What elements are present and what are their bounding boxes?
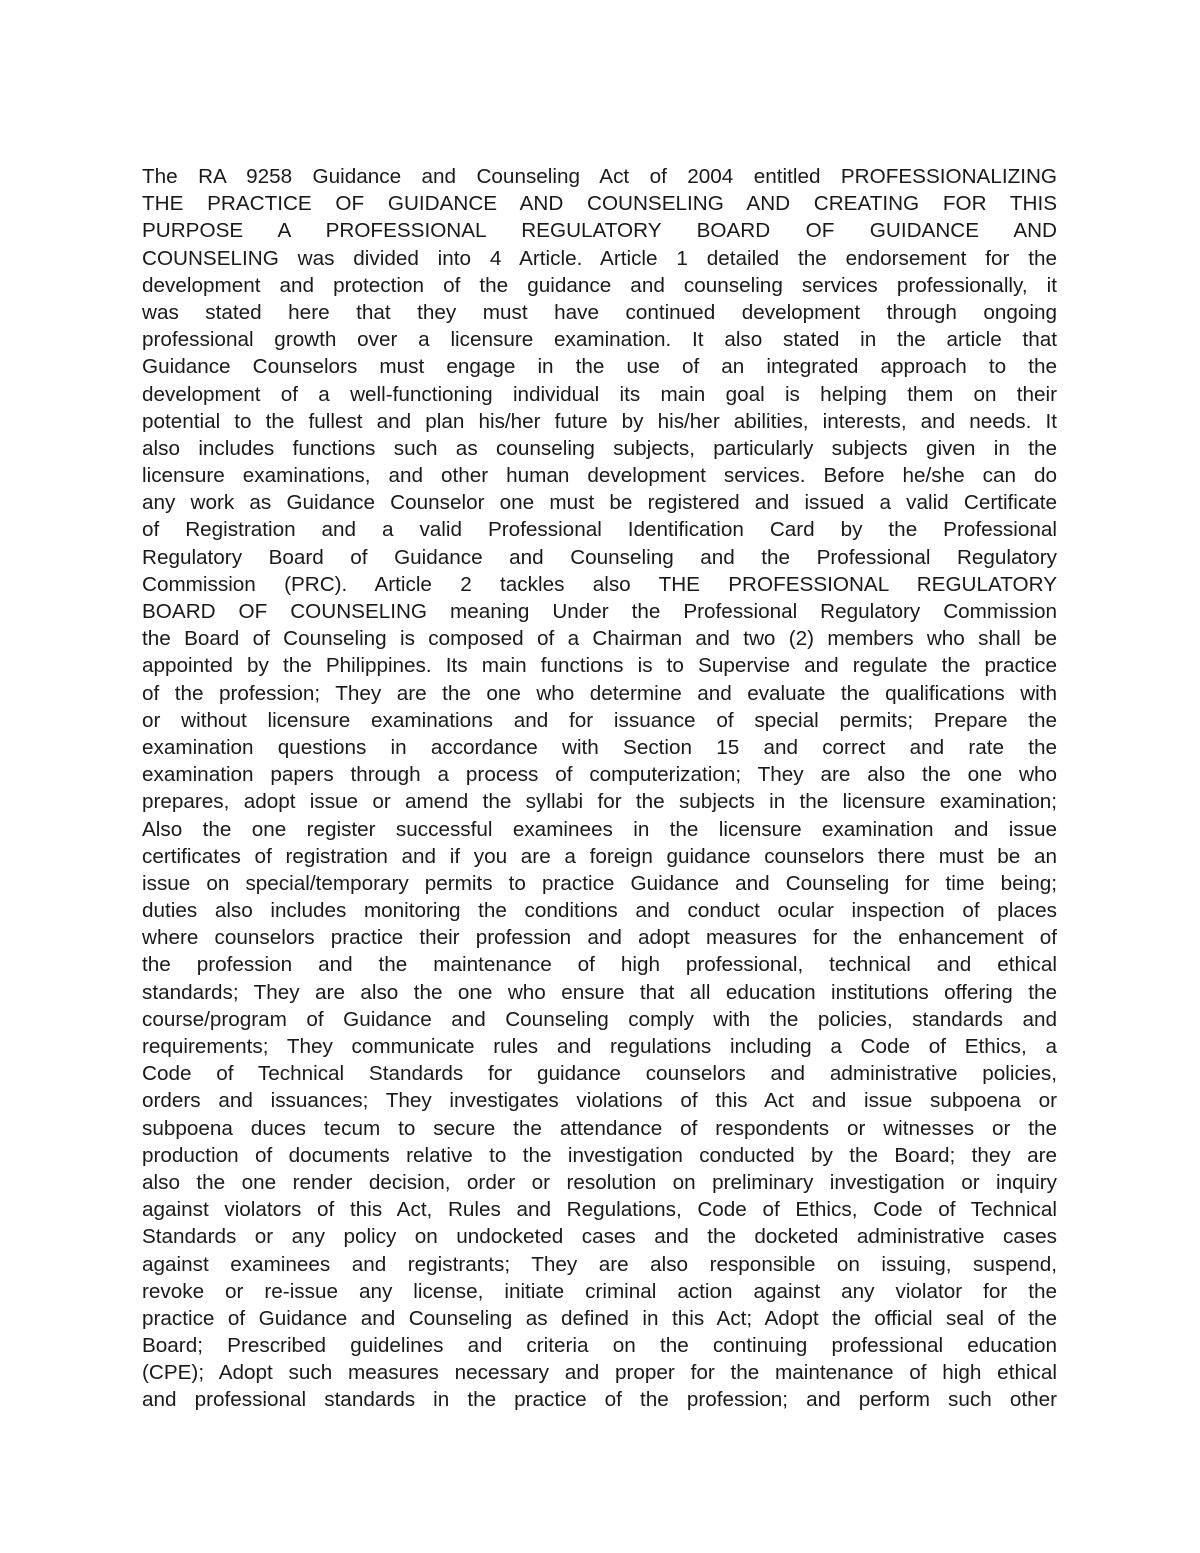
text-line: COUNSELING was divided into 4 Article. Article 1 detailed the endorsement for the [142,246,1057,270]
text-line: potential to the fullest and plan his/her future by his/her abilities, interests, and needs. It [142,409,1057,433]
text-line: practice of Guidance and Counseling as defined in this Act; Adopt the official seal of the [142,1306,1057,1330]
text-line: standards; They are also the one who ensure that all education institutions offering the [142,980,1057,1004]
text-line: (CPE); Adopt such measures necessary and proper for the maintenance of high ethical [142,1361,1057,1385]
text-line: certificates of registration and if you are a foreign guidance counselors there must be an [142,844,1057,868]
text-line: appointed by the Philippines. Its main functions is to Supervise and regulate the practice [142,654,1057,678]
text-line: production of documents relative to the investigation conducted by the Board; they are [142,1143,1057,1167]
text-line: duties also includes monitoring the conditions and conduct ocular inspection of places [142,899,1057,923]
text-line: the profession and the maintenance of high professional, technical and ethical [142,953,1057,977]
text-line: Guidance Counselors must engage in the use of an integrated approach to the [142,355,1057,379]
text-line: revoke or re-issue any license, initiate criminal action against any violator for the [142,1279,1057,1303]
text-line: development and protection of the guidance and counseling services professionally, it [142,273,1057,297]
text-line: course/program of Guidance and Counseling comply with the policies, standards and [142,1007,1057,1031]
text-line: Regulatory Board of Guidance and Counseling and the Professional Regulatory [142,545,1057,569]
text-line: was stated here that they must have continued development through ongoing [142,300,1057,324]
text-line: the Board of Counseling is composed of a Chairman and two (2) members who shall be [142,627,1057,651]
text-line: issue on special/temporary permits to practice Guidance and Counseling for time being; [142,871,1057,895]
text-line: examination questions in accordance with Section 15 and correct and rate the [142,735,1057,759]
text-line: Also the one register successful examinees in the licensure examination and issue [142,817,1057,841]
text-line: of the profession; They are the one who determine and evaluate the qualifications with [142,681,1057,705]
text-line: PURPOSE A PROFESSIONAL REGULATORY BOARD OF GUIDANCE AND [142,219,1057,243]
text-line: and professional standards in the practice of the profession; and perform such other [142,1388,1057,1412]
text-line: licensure examinations, and other human development services. Before he/she can do [142,464,1057,488]
text-line: examination papers through a process of computerization; They are also the one who [142,763,1057,787]
text-line: Commission (PRC). Article 2 tackles also THE PROFESSIONAL REGULATORY [142,572,1057,596]
text-line: orders and issuances; They investigates violations of this Act and issue subpoena or [142,1089,1057,1113]
text-line: prepares, adopt issue or amend the syllabi for the subjects in the licensure examination; [142,790,1057,814]
text-line: subpoena duces tecum to secure the attendance of respondents or witnesses or the [142,1116,1057,1140]
text-line: where counselors practice their profession and adopt measures for the enhancement of [142,926,1057,950]
text-line: development of a well-functioning individual its main goal is helping them on their [142,382,1057,406]
text-line: against violators of this Act, Rules and Regulations, Code of Ethics, Code of Technical [142,1198,1057,1222]
text-line: BOARD OF COUNSELING meaning Under the Professional Regulatory Commission [142,600,1057,623]
text-line: also includes functions such as counseling subjects, particularly subjects given in the [142,436,1057,460]
text-line: against examinees and registrants; They are also responsible on issuing, suspend, [142,1252,1057,1276]
text-line: of Registration and a valid Professional Identification Card by the Professional [142,518,1057,542]
text-line: Board; Prescribed guidelines and criteria on the continuing professional education [142,1334,1057,1358]
text-line: Standards or any policy on undocketed cases and the docketed administrative cases [142,1225,1057,1249]
text-line: Code of Technical Standards for guidance counselors and administrative policies, [142,1062,1057,1086]
text-line: requirements; They communicate rules and regulations including a Code of Ethics, a [142,1035,1057,1058]
text-line: or without licensure examinations and for issuance of special permits; Prepare the [142,708,1057,732]
text-line: professional growth over a licensure examination. It also stated in the article that [142,328,1057,352]
text-line: THE PRACTICE OF GUIDANCE AND COUNSELING AND CREATING FOR THIS [142,192,1057,216]
text-line: The RA 9258 Guidance and Counseling Act of 2004 entitled PROFESSIONALIZING [142,165,1057,188]
text-line: any work as Guidance Counselor one must be registered and issued a valid Certificate [142,491,1057,515]
body-paragraph [142,163,1057,1414]
text-line: also the one render decision, order or resolution on preliminary investigation or inquiry [142,1170,1057,1194]
